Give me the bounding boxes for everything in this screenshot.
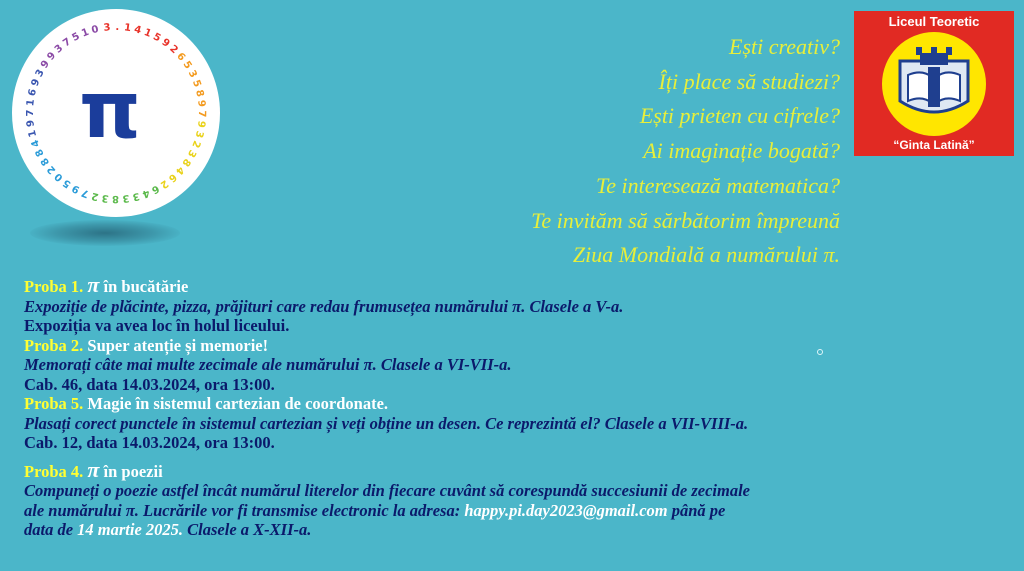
pi-symbol-inline: π xyxy=(87,456,100,482)
pi-digit: 2 xyxy=(158,177,171,191)
event-info: Cab. 46, data 14.03.2024, ora 13:00. xyxy=(24,374,275,394)
pi-digit: 0 xyxy=(90,23,100,37)
pi-digit: 1 xyxy=(26,128,40,139)
pi-digit: 1 xyxy=(123,22,132,35)
pi-digit: 3 xyxy=(192,129,206,140)
pi-digit: . xyxy=(115,21,120,34)
pi-digit: 3 xyxy=(131,189,141,203)
events-list xyxy=(24,272,864,540)
question-line: Ziua Mondială a numărului π. xyxy=(572,242,840,268)
logo-shadow xyxy=(30,220,180,246)
pi-digit: 6 xyxy=(26,87,40,98)
pi-digit: 1 xyxy=(142,27,153,40)
question-line: Ești creativ? xyxy=(729,34,840,59)
pi-logo xyxy=(8,5,224,221)
event-title xyxy=(24,272,864,297)
event-description: Expoziție de plăcinte, pizza, prăjituri care redau frumusețea numărului π. Clasele a V-a. xyxy=(24,296,624,316)
event-description: Memorați câte mai multe zecimale ale numărului π. Clasele a VI-VII-a. xyxy=(24,355,512,374)
pi-digit: 9 xyxy=(29,77,43,88)
pi-digit: 7 xyxy=(195,110,208,118)
pi-digit: 4 xyxy=(132,24,143,37)
pi-digit: 2 xyxy=(90,189,100,203)
contact-email-link[interactable]: happy.pi.day2023@gmail.com xyxy=(464,500,668,520)
event-label: Proba 2. xyxy=(24,335,84,355)
event-title xyxy=(24,336,864,356)
question-line: Ai imaginație bogată? xyxy=(643,138,840,164)
event-description-line xyxy=(24,520,864,540)
pi-symbol: π xyxy=(79,66,141,156)
question-line: Te interesează matematica? xyxy=(595,172,840,198)
pi-digit: 5 xyxy=(180,59,194,72)
pi-digit: 7 xyxy=(80,186,91,200)
event-info: Cab. 12, data 14.03.2024, ora 13:00. xyxy=(24,433,275,452)
pi-digit: 5 xyxy=(61,176,74,190)
event-name: în bucătărie xyxy=(103,277,189,296)
pi-digit: 6 xyxy=(149,182,161,196)
pi-digit: 7 xyxy=(61,36,74,50)
event-description-line: Compuneți o poezie astfel încât numărul literelor din fiecare cuvânt să corespundă succesiunii de zecimale xyxy=(24,481,750,500)
event-proba-1 xyxy=(24,272,864,336)
pi-digit: 3 xyxy=(103,22,112,34)
school-crest-icon xyxy=(870,31,998,137)
description-text: ale numărului π. Lucrările vor fi transmise electronic la adresa: xyxy=(24,500,465,520)
event-name: Super atenție și memorie! xyxy=(87,335,269,355)
pi-digit: 4 xyxy=(29,138,43,149)
deadline-date: 14 martie 2025. xyxy=(77,520,184,539)
pi-digit: 9 xyxy=(159,36,172,50)
description-text: data de xyxy=(24,520,78,539)
pi-digit: 9 xyxy=(39,58,53,71)
pi-digit: 8 xyxy=(193,88,206,99)
event-title xyxy=(24,394,864,414)
pi-digit: 9 xyxy=(194,119,207,129)
pi-digit: 4 xyxy=(173,163,186,177)
pi-digit: 9 xyxy=(25,119,37,128)
school-name: Liceul Teoretic xyxy=(888,14,980,29)
pi-digit: 2 xyxy=(189,138,203,150)
event-info: Expoziția va avea loc în holul liceului. xyxy=(24,316,290,335)
event-label: Proba 1. xyxy=(24,277,84,296)
pi-digit: 5 xyxy=(189,78,203,89)
description-text: Clasele a X-XII-a. xyxy=(183,520,312,539)
pi-symbol-inline: π xyxy=(87,272,100,297)
event-description-line xyxy=(24,501,864,521)
event-label: Proba 5. xyxy=(24,394,84,413)
event-name: Magie în sistemul cartezian de coordonate. xyxy=(87,394,389,413)
pi-digit: 9 xyxy=(70,182,82,196)
event-title xyxy=(24,456,864,482)
pi-digit: 3 xyxy=(184,147,198,160)
pi-digit: 4 xyxy=(140,186,151,200)
decorative-dot xyxy=(817,349,823,355)
event-proba-4 xyxy=(24,456,864,540)
pi-digit: 8 xyxy=(39,155,53,168)
pi-digit: 6 xyxy=(165,170,179,184)
pi-digit: 7 xyxy=(25,109,36,117)
pi-digit: 1 xyxy=(80,26,91,40)
pi-digit: 3 xyxy=(101,191,110,204)
event-label: Proba 4. xyxy=(24,461,84,481)
description-text: până pe xyxy=(667,500,726,520)
pi-digit: 1 xyxy=(25,98,37,107)
event-proba-2 xyxy=(24,336,864,395)
pi-digit: 9 xyxy=(45,50,59,63)
pi-digit: 3 xyxy=(121,192,130,204)
pi-digit: 5 xyxy=(70,30,82,44)
event-proba-5 xyxy=(24,394,864,453)
pi-digit: 9 xyxy=(195,99,207,108)
pi-digit: 6 xyxy=(174,50,188,64)
pi-digit: 8 xyxy=(179,156,193,169)
pi-digit: 3 xyxy=(185,68,199,80)
pi-digit: 2 xyxy=(45,163,59,176)
pi-circle-graphic xyxy=(8,5,224,221)
invitation-questions xyxy=(300,30,840,273)
school-subname: “Ginta Latină” xyxy=(893,138,975,152)
question-line: Te invităm să sărbătorim împreună xyxy=(531,207,840,233)
question-line: Ești prieten cu cifrele? xyxy=(639,103,840,129)
event-description: Plasați corect punctele în sistemul cartezian și veți obține un desen. Ce reprezintă el? Clasele a VII-VIII-a. xyxy=(24,413,749,433)
question-line: Îți place să studiezi? xyxy=(658,68,840,94)
event-name: în poezii xyxy=(103,461,163,481)
pi-digit: 8 xyxy=(112,192,120,205)
pi-digit: 0 xyxy=(52,170,66,184)
pi-digit: 8 xyxy=(33,146,47,159)
pi-digit: 3 xyxy=(33,67,47,80)
pi-digit: 3 xyxy=(52,42,66,56)
pi-digit: 2 xyxy=(167,43,180,57)
pi-digit: 5 xyxy=(151,31,163,45)
school-badge xyxy=(854,11,1014,156)
